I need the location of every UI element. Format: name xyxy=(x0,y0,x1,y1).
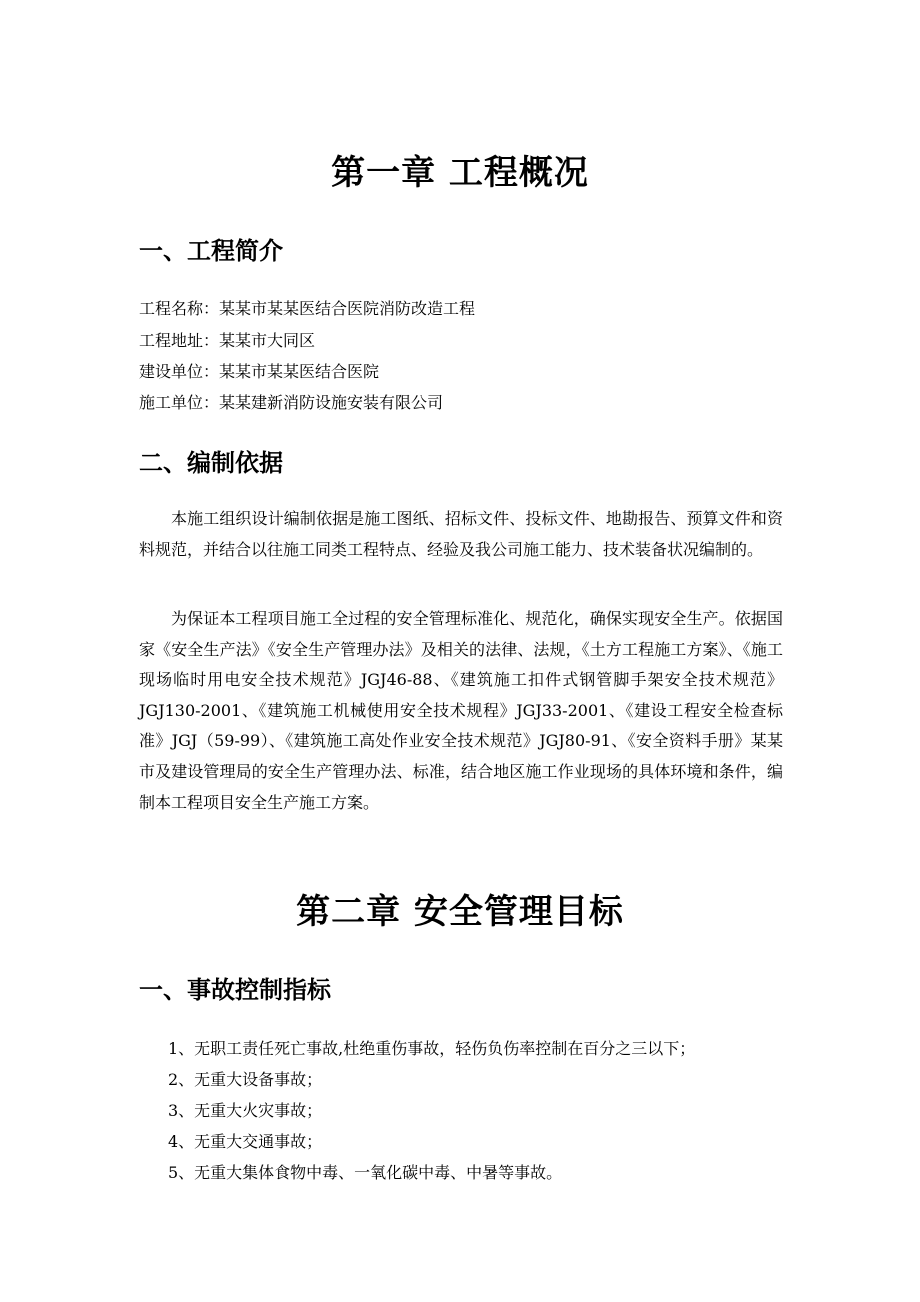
info-line-contractor: 施工单位：某某建新消防设施安装有限公司 xyxy=(139,393,444,412)
paragraph-basis-2: 为保证本工程项目施工全过程的安全管理标准化、规范化，确保实现安全生产。依据国家《安全生产法》《安全生产管理办法》及相关的法律、法规，《土方工程施工方案》、《施工现场临时用电安全技术规范》JGJ46-88、《建筑施工扣件式钢管脚手架安全技术规范》JGJ130-2001、《建筑施工机械使用安全技术规程》JGJ33-2001、《建设工程安全检查标准》JGJ（59-99）、《建筑施工高处作业安全技术规范》JGJ80-91、《安全资料手册》某某市及建设管理局的安全生产管理办法、标准，结合地区施工作业现场的具体环境和条件，编制本工程项目安全生产施工方案。 xyxy=(139,609,783,812)
info-line-project-name: 工程名称：某某市某某医结合医院消防改造工程 xyxy=(139,299,476,318)
info-line-owner: 建设单位：某某市某某医结合医院 xyxy=(139,362,380,381)
paragraph-basis-1: 本施工组织设计编制依据是施工图纸、招标文件、投标文件、地勘报告、预算文件和资料规范，并结合以往施工同类工程特点、经验及我公司施工能力、技术装备状况编制的。 xyxy=(139,509,783,559)
list-item: 2、无重大设备事故； xyxy=(168,1070,323,1089)
list-item: 4、无重大交通事故； xyxy=(168,1132,323,1151)
section-heading-project-overview: 一、工程简介 xyxy=(139,236,283,265)
chapter-1-title: 第一章 工程概况 xyxy=(331,153,589,193)
section-heading-basis: 二、编制依据 xyxy=(139,448,283,477)
chapter-2-title: 第二章 安全管理目标 xyxy=(296,892,624,932)
info-line-project-address: 工程地址：某某市大同区 xyxy=(139,331,316,350)
list-item: 3、无重大火灾事故； xyxy=(168,1101,323,1120)
list-item: 1、无职工责任死亡事故,杜绝重伤事故，轻伤负伤率控制在百分之三以下； xyxy=(168,1039,696,1058)
list-item: 5、无重大集体食物中毒、一氧化碳中毒、中暑等事故。 xyxy=(168,1163,563,1182)
section-heading-accident-control: 一、事故控制指标 xyxy=(139,975,331,1004)
